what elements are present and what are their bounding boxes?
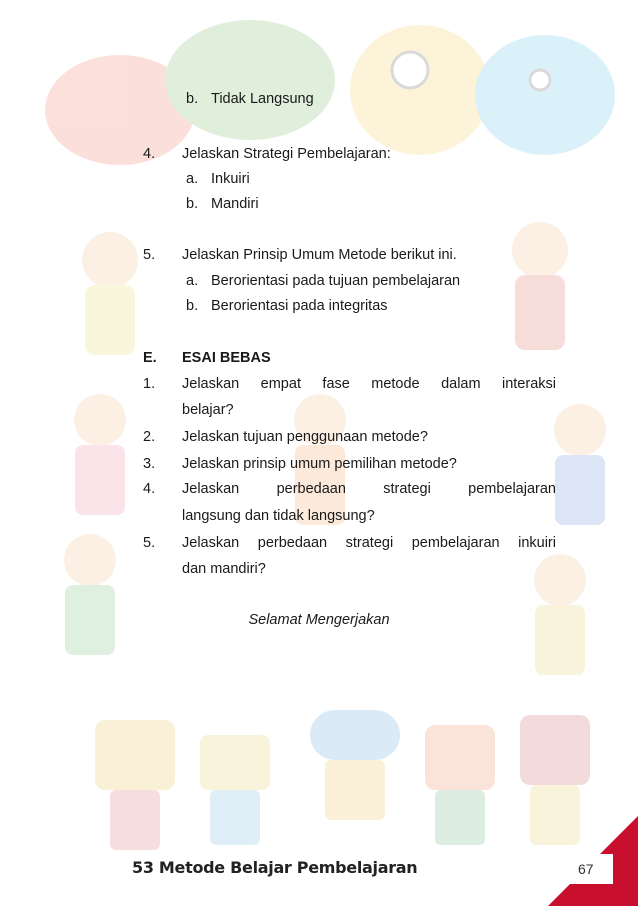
- essay-question: Jelaskan empat fase metode dalam interaksi: [182, 376, 556, 392]
- option-text: Berorientasi pada tujuan pembelajaran: [211, 273, 461, 289]
- section-letter: E.: [143, 350, 157, 366]
- section-title: ESAI BEBAS: [182, 350, 271, 366]
- option-text: Berorientasi pada integritas: [211, 298, 388, 314]
- option-text: Inkuiri: [211, 171, 250, 187]
- essay-question: Jelaskan perbedaan strategi pembelajaran inkuiri: [182, 535, 556, 551]
- question-text: Jelaskan Strategi Pembelajaran:: [182, 146, 391, 162]
- option-letter: a.: [186, 273, 199, 289]
- question-text: Jelaskan Prinsip Umum Metode berikut ini.: [182, 247, 457, 263]
- essay-question-continued: dan mandiri?: [182, 561, 266, 577]
- essay-question: Jelaskan prinsip umum pemilihan metode?: [182, 456, 457, 472]
- option-letter: b.: [186, 196, 199, 212]
- essay-question-continued: belajar?: [182, 402, 234, 418]
- question-number: 5.: [143, 247, 156, 263]
- question-number: 4.: [143, 146, 156, 162]
- essay-number: 3.: [143, 456, 156, 472]
- essay-question: Jelaskan perbedaan strategi pembelajaran: [182, 481, 556, 497]
- essay-question-continued: langsung dan tidak langsung?: [182, 508, 375, 524]
- essay-question: Jelaskan tujuan penggunaan metode?: [182, 429, 428, 445]
- option-letter: b.: [186, 298, 199, 314]
- option-text: Mandiri: [211, 196, 259, 212]
- closing-text: Selamat Mengerjakan: [248, 612, 390, 628]
- footer-book-title: 53 Metode Belajar Pembelajaran: [132, 858, 418, 877]
- essay-number: 4.: [143, 481, 156, 497]
- option-text: Tidak Langsung: [211, 91, 314, 107]
- essay-number: 1.: [143, 376, 156, 392]
- essay-number: 5.: [143, 535, 156, 551]
- option-letter: a.: [186, 171, 199, 187]
- essay-number: 2.: [143, 429, 156, 445]
- page-number: 67: [578, 861, 594, 877]
- option-letter: b.: [186, 91, 199, 107]
